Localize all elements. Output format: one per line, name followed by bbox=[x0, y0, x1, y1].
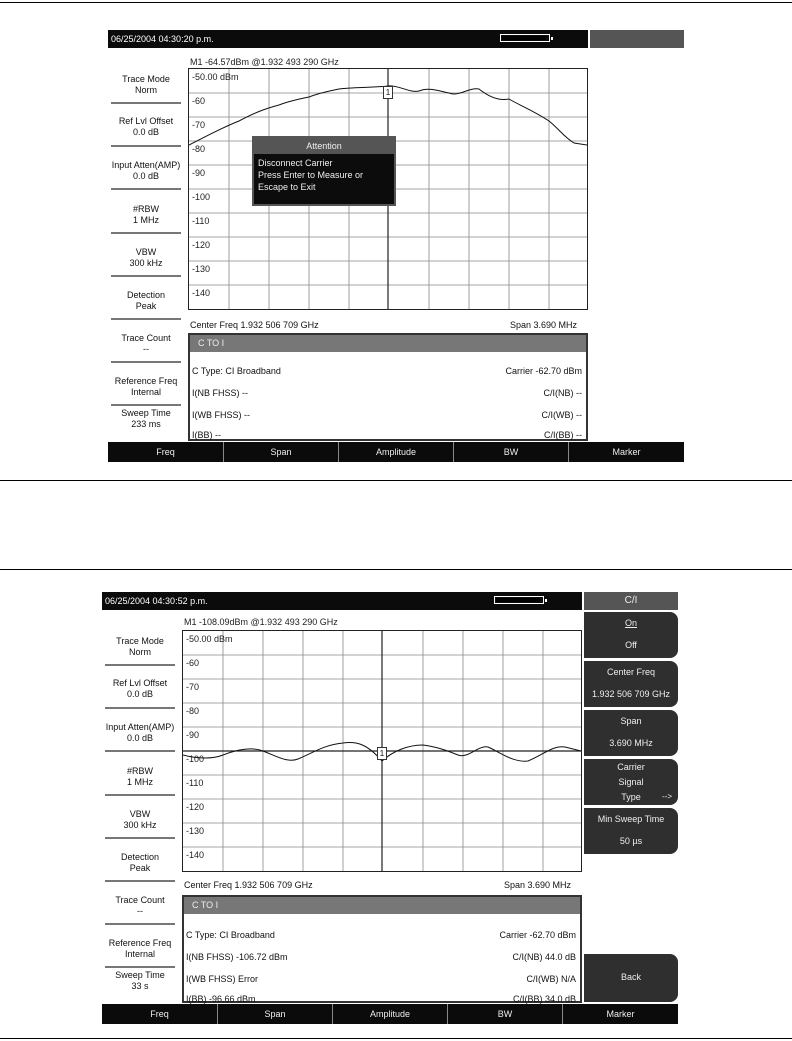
param-divider bbox=[105, 794, 175, 796]
dialog-line: Escape to Exit bbox=[258, 182, 316, 192]
marker-readout: M1 -64.57dBm @1.932 493 290 GHz bbox=[190, 57, 339, 67]
bottom-softkey-bar bbox=[108, 442, 684, 462]
param-divider bbox=[105, 837, 175, 839]
param-divider bbox=[111, 188, 181, 190]
param-divider bbox=[111, 275, 181, 277]
param-rbw bbox=[102, 766, 178, 788]
param-divider bbox=[105, 880, 175, 882]
param-value: Peak bbox=[135, 301, 157, 311]
param-divider bbox=[105, 966, 175, 968]
key-label: Span bbox=[620, 716, 642, 726]
timestamp: 06/25/2004 04:30:52 p.m. bbox=[105, 596, 208, 606]
ci-row-right: C/I(NB) -- bbox=[543, 388, 582, 398]
param-reference-freq bbox=[102, 938, 178, 960]
y-label: -80 bbox=[192, 144, 206, 154]
on-option: On bbox=[624, 618, 637, 628]
screenshot-1 bbox=[108, 30, 684, 462]
off-option: Off bbox=[625, 640, 637, 650]
param-trace-mode bbox=[102, 636, 178, 658]
param-value: Internal bbox=[130, 387, 162, 397]
param-input-atten bbox=[108, 160, 184, 182]
param-label: Detection bbox=[120, 852, 160, 862]
onoff-key[interactable] bbox=[584, 612, 678, 658]
marker-1-flag[interactable]: 1 bbox=[383, 86, 393, 99]
page-rule-mid1 bbox=[0, 480, 792, 481]
right-softkey-panel bbox=[584, 612, 678, 1004]
softkey-bw[interactable]: BW bbox=[453, 442, 568, 462]
ci-row-left: I(WB FHSS) Error bbox=[186, 974, 258, 984]
param-value: 1 MHz bbox=[132, 215, 159, 225]
battery-icon bbox=[494, 596, 544, 604]
y-label: -50.00 dBm bbox=[192, 72, 239, 82]
ci-row-right: C/I(WB) -- bbox=[541, 410, 582, 420]
min-sweep-time-key[interactable] bbox=[584, 808, 678, 854]
softkey-marker[interactable]: Marker bbox=[562, 1004, 678, 1024]
back-key[interactable] bbox=[584, 954, 678, 1002]
key-value: 3.690 MHz bbox=[609, 738, 653, 748]
y-label: -70 bbox=[192, 120, 206, 130]
param-label: Reference Freq bbox=[108, 938, 172, 948]
ci-row-right: Carrier -62.70 dBm bbox=[499, 930, 576, 940]
y-label: -60 bbox=[186, 658, 200, 668]
param-value: 0.0 dB bbox=[126, 689, 154, 699]
param-label: #RBW bbox=[132, 204, 159, 214]
dialog-line: Disconnect Carrier bbox=[258, 158, 333, 168]
ci-row-left: I(NB FHSS) -- bbox=[192, 388, 248, 398]
marker-readout: M1 -108.09dBm @1.932 493 290 GHz bbox=[184, 617, 338, 627]
param-divider bbox=[105, 664, 175, 666]
timestamp: 06/25/2004 04:30:20 p.m. bbox=[111, 34, 214, 44]
param-value: Peak bbox=[129, 863, 151, 873]
bottom-softkey-bar bbox=[102, 1004, 678, 1024]
param-detection bbox=[102, 852, 178, 874]
ci-row-right: C/I(BB) -- bbox=[544, 430, 582, 440]
y-label: -100 bbox=[192, 192, 211, 202]
y-label: -70 bbox=[186, 682, 200, 692]
param-divider bbox=[111, 404, 181, 406]
battery-icon bbox=[500, 34, 550, 42]
span-label: Span 3.690 MHz bbox=[510, 320, 578, 330]
submenu-arrow: --> bbox=[662, 792, 672, 801]
param-value: 0.0 dB bbox=[126, 733, 154, 743]
key-label: Min Sweep Time bbox=[597, 814, 665, 824]
param-label: VBW bbox=[135, 247, 157, 257]
status-bar bbox=[108, 30, 588, 48]
param-divider bbox=[111, 232, 181, 234]
param-label: Trace Count bbox=[121, 333, 171, 343]
param-value: Norm bbox=[135, 85, 157, 95]
ci-results-panel bbox=[188, 333, 588, 441]
key-label: Back bbox=[620, 972, 641, 982]
y-label: -120 bbox=[186, 802, 205, 812]
param-value: 0.0 dB bbox=[132, 127, 160, 137]
y-label: -130 bbox=[192, 264, 211, 274]
center-freq-label: Center Freq 1.932 506 709 GHz bbox=[184, 880, 313, 890]
param-sweep-time bbox=[102, 970, 178, 992]
page-rule-bottom bbox=[0, 1038, 792, 1039]
param-value: 33 s bbox=[131, 981, 149, 991]
ci-panel-header: C TO I bbox=[190, 335, 586, 352]
dialog-line: Press Enter to Measure or bbox=[258, 170, 364, 180]
param-value: -- bbox=[143, 344, 149, 354]
param-value: 300 kHz bbox=[129, 258, 163, 268]
param-divider bbox=[111, 102, 181, 104]
param-trace-count bbox=[108, 333, 184, 355]
param-divider bbox=[105, 750, 175, 752]
ci-row-left: I(NB FHSS) -106.72 dBm bbox=[186, 952, 288, 962]
key-label: Signal bbox=[618, 777, 644, 787]
param-divider bbox=[105, 923, 175, 925]
center-freq-label: Center Freq 1.932 506 709 GHz bbox=[190, 320, 319, 330]
key-label: Center Freq bbox=[606, 667, 656, 677]
y-label: -100 bbox=[186, 754, 205, 764]
key-label: Type bbox=[621, 792, 641, 802]
y-label: -110 bbox=[186, 778, 204, 788]
param-value: 233 ms bbox=[131, 419, 161, 429]
softkey-span[interactable]: Span bbox=[217, 1004, 332, 1024]
ci-panel-header: C TO I bbox=[184, 897, 580, 914]
carrier-signal-type-key[interactable] bbox=[584, 759, 678, 805]
softkey-span[interactable]: Span bbox=[223, 442, 338, 462]
param-value: -- bbox=[137, 906, 143, 916]
ci-row-left: C Type: CI Broadband bbox=[192, 366, 281, 376]
param-detection bbox=[108, 290, 184, 312]
param-value: 1 MHz bbox=[126, 777, 153, 787]
menu-title: C/I bbox=[584, 592, 678, 610]
param-trace-count bbox=[102, 895, 178, 917]
title-box bbox=[590, 30, 684, 48]
param-trace-mode bbox=[108, 74, 184, 96]
param-reference-freq bbox=[108, 376, 184, 398]
y-label: -140 bbox=[186, 850, 205, 860]
softkey-bw[interactable]: BW bbox=[447, 1004, 562, 1024]
param-ref-lvl-offset bbox=[108, 116, 184, 138]
softkey-marker[interactable]: Marker bbox=[568, 442, 684, 462]
y-label: -80 bbox=[186, 706, 200, 716]
param-label: Sweep Time bbox=[121, 408, 171, 418]
left-parameter-panel bbox=[108, 70, 186, 450]
ci-results-panel bbox=[182, 895, 582, 1003]
status-bar bbox=[102, 592, 582, 610]
center-freq-key[interactable] bbox=[584, 661, 678, 707]
y-label: -120 bbox=[192, 240, 211, 250]
param-value: 300 kHz bbox=[123, 820, 157, 830]
param-label: VBW bbox=[129, 809, 151, 819]
y-label: -60 bbox=[192, 96, 206, 106]
param-ref-lvl-offset bbox=[102, 678, 178, 700]
param-label: Ref Lvl Offset bbox=[118, 116, 174, 126]
param-label: Input Atten(AMP) bbox=[111, 160, 181, 170]
y-label: -140 bbox=[192, 288, 211, 298]
param-sweep-time bbox=[108, 408, 184, 430]
param-vbw bbox=[108, 247, 184, 269]
param-label: Ref Lvl Offset bbox=[112, 678, 168, 688]
span-label: Span 3.690 MHz bbox=[504, 880, 572, 890]
page-rule-top bbox=[0, 2, 792, 3]
ci-row-left: I(BB) -96.66 dBm bbox=[186, 994, 256, 1004]
key-value: 50 µs bbox=[619, 836, 643, 846]
param-value: Internal bbox=[124, 949, 156, 959]
param-label: Detection bbox=[126, 290, 166, 300]
dialog-title: Attention bbox=[254, 138, 394, 154]
param-label: #RBW bbox=[126, 766, 153, 776]
y-label: -90 bbox=[186, 730, 200, 740]
param-value: 0.0 dB bbox=[132, 171, 160, 181]
y-label: -50.00 dBm bbox=[186, 634, 233, 644]
ci-row-left: I(WB FHSS) -- bbox=[192, 410, 250, 420]
param-input-atten bbox=[102, 722, 178, 744]
param-value: Norm bbox=[129, 647, 151, 657]
spectrum-graph[interactable] bbox=[182, 630, 582, 872]
softkey-freq[interactable]: Freq bbox=[156, 447, 175, 457]
softkey-amplitude[interactable]: Amplitude bbox=[338, 442, 453, 462]
screenshot-2 bbox=[102, 592, 678, 1024]
param-label: Trace Count bbox=[115, 895, 165, 905]
y-label: -110 bbox=[192, 216, 210, 226]
left-parameter-panel bbox=[102, 632, 180, 1012]
param-label: Sweep Time bbox=[115, 970, 165, 980]
softkey-amplitude[interactable]: Amplitude bbox=[332, 1004, 447, 1024]
softkey-freq[interactable]: Freq bbox=[150, 1009, 169, 1019]
marker-1-flag[interactable]: 1 bbox=[377, 747, 387, 760]
param-divider bbox=[105, 707, 175, 709]
page-rule-mid2 bbox=[0, 569, 792, 570]
key-label: Carrier bbox=[617, 762, 645, 772]
ci-row-right: Carrier -62.70 dBm bbox=[505, 366, 582, 376]
param-rbw bbox=[108, 204, 184, 226]
param-label: Trace Mode bbox=[122, 74, 170, 84]
param-label: Input Atten(AMP) bbox=[105, 722, 175, 732]
ci-row-right: C/I(BB) 34.0 dB bbox=[512, 994, 576, 1004]
key-value: 1.932 506 709 GHz bbox=[591, 689, 671, 699]
ci-row-right: C/I(WB) N/A bbox=[526, 974, 576, 984]
attention-dialog[interactable] bbox=[252, 136, 396, 206]
param-vbw bbox=[102, 809, 178, 831]
ci-row-left: C Type: CI Broadband bbox=[186, 930, 275, 940]
param-divider bbox=[111, 361, 181, 363]
ci-row-right: C/I(NB) 44.0 dB bbox=[512, 952, 576, 962]
param-label: Trace Mode bbox=[116, 636, 164, 646]
param-label: Reference Freq bbox=[114, 376, 178, 386]
span-key[interactable] bbox=[584, 710, 678, 756]
ci-row-left: I(BB) -- bbox=[192, 430, 221, 440]
param-divider bbox=[111, 318, 181, 320]
y-label: -90 bbox=[192, 168, 206, 178]
param-divider bbox=[111, 145, 181, 147]
y-label: -130 bbox=[186, 826, 205, 836]
